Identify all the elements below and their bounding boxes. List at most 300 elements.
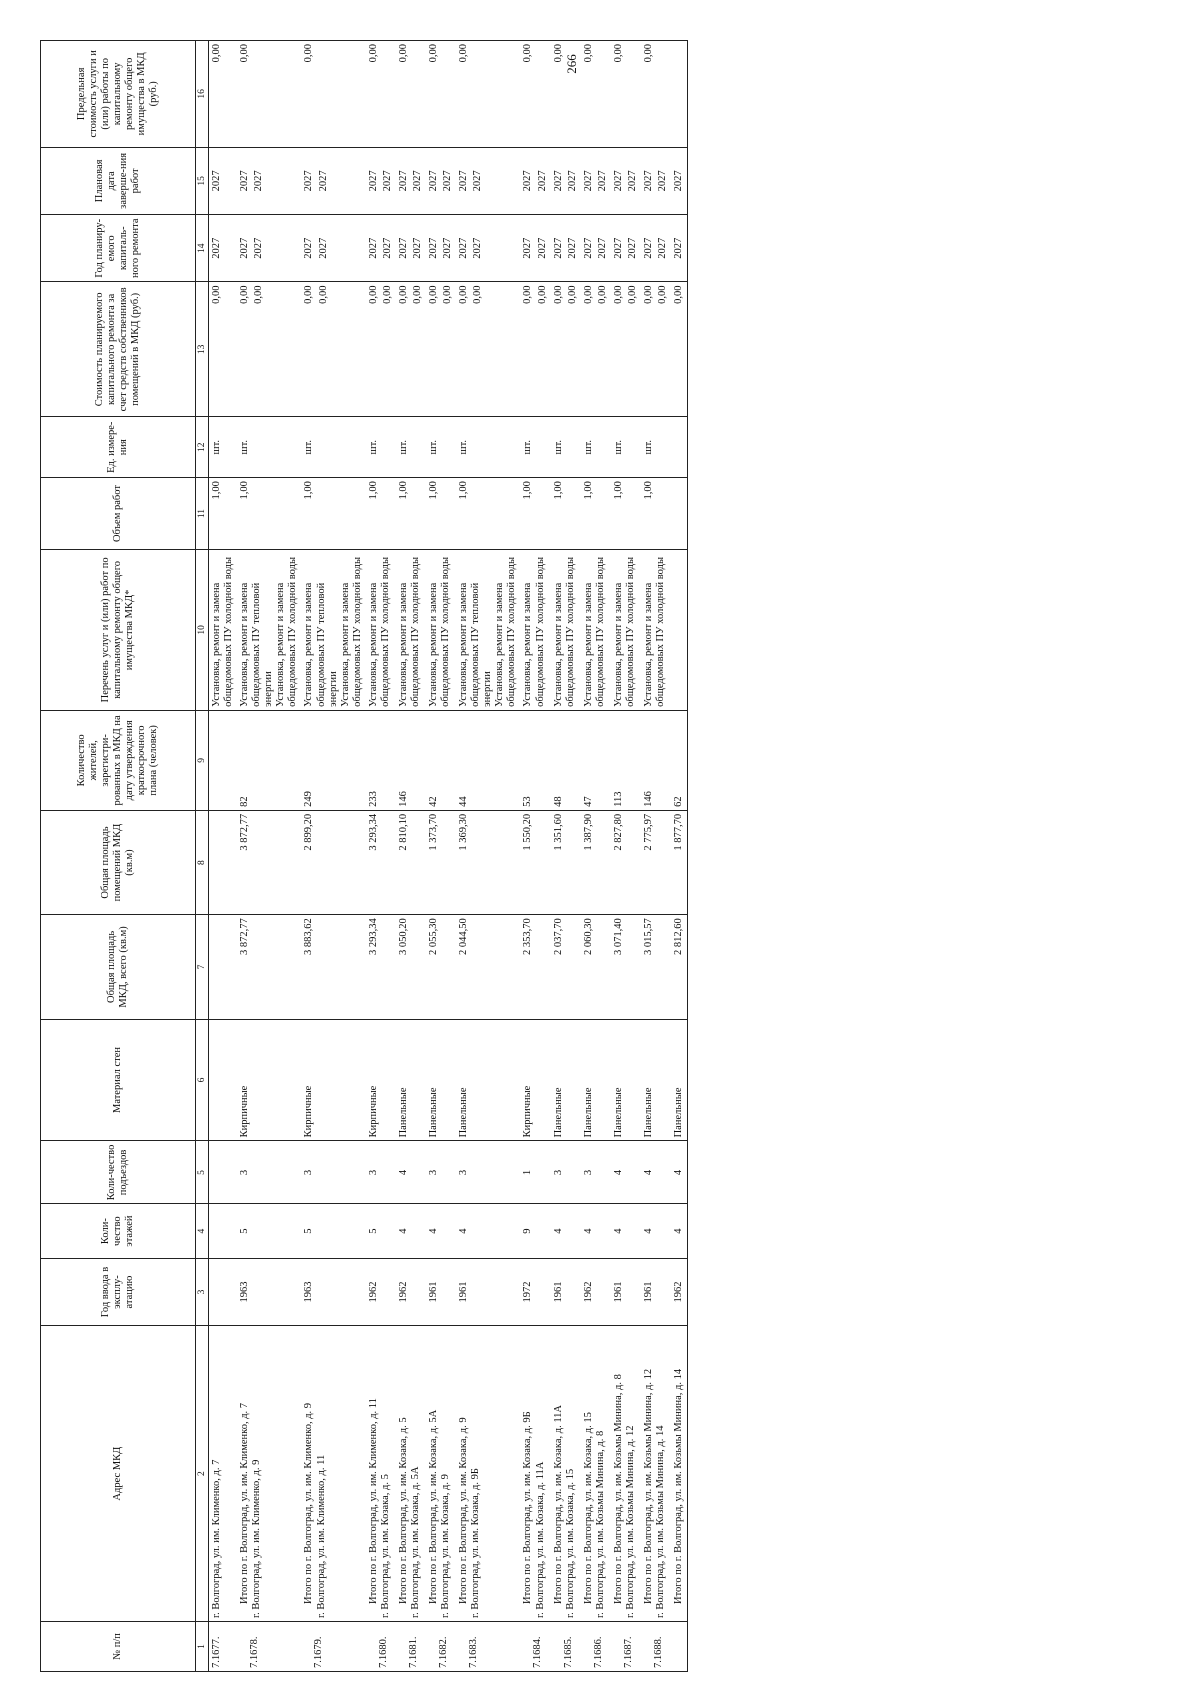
entrances: 3: [456, 1141, 520, 1204]
cost: 0,00: [596, 285, 608, 304]
entrances: [209, 1141, 238, 1204]
work-item: Установка, ремонт и замена общедомовых ПУ холодной воды: [275, 556, 299, 707]
cost-cell: [611, 282, 641, 417]
completion-year: 2027: [582, 170, 594, 192]
limit-cost: 0,00: [209, 41, 238, 148]
completion-year-stack: [428, 151, 454, 211]
work-volume: 1,00: [426, 478, 456, 550]
completion-cell: [641, 147, 671, 214]
work-item: Установка, ремонт и замена общедомовых ПУ холодной воды: [642, 556, 666, 707]
residents: 47: [581, 710, 611, 810]
spacer: [428, 1625, 438, 1668]
works-cell: [209, 549, 238, 710]
residents: 53: [520, 710, 550, 810]
entrances: 3: [581, 1141, 611, 1204]
total-area: 3 872,77: [237, 915, 301, 1019]
works-cell: [671, 549, 688, 710]
header-cell-2: Адрес МКД: [41, 1326, 196, 1622]
capital-repair-table: [40, 40, 688, 1672]
residents: 113: [611, 710, 641, 810]
limit-cost: [671, 41, 688, 148]
completion-year: 2027: [428, 170, 439, 192]
unit: [671, 417, 688, 478]
limit-cost: 0,00: [426, 41, 456, 148]
column-number-13: 13: [196, 282, 209, 417]
works-list: [428, 553, 452, 707]
cost: 0,00: [303, 285, 315, 304]
completion-year: 2027: [411, 170, 423, 192]
table-row: [301, 41, 365, 1672]
page-number: 266: [563, 54, 579, 74]
cost-stack: [583, 285, 609, 413]
completion-cell: [581, 147, 611, 214]
wall-material: Панельные: [671, 1019, 688, 1141]
plan-year: 2027: [367, 237, 379, 259]
work-item: Установка, ремонт и замена общедомовых ПУ холодной воды: [612, 556, 636, 707]
completion-year: 2027: [642, 170, 654, 192]
plan-year-stack: [303, 218, 329, 278]
total-area: 2 037,70: [551, 915, 581, 1019]
unit: шт.: [456, 417, 520, 478]
completion-year: 2027: [458, 170, 470, 192]
header-cell-9: Количество жителей, зарегистри-рованных в МКД на дату утверждения краткосрочного плана (человек): [41, 710, 196, 810]
works-list: [583, 553, 607, 707]
header-cell-1: № п/п: [41, 1621, 196, 1671]
works-cell: [301, 549, 365, 710]
work-item: Установка, ремонт и замена общедомовых ПУ холодной воды: [494, 556, 518, 707]
works-list: [303, 553, 363, 707]
column-number-16: 16: [196, 41, 209, 148]
column-number-11: 11: [196, 478, 209, 550]
spacer: [583, 1625, 593, 1668]
row-number: 7.1683.: [468, 1636, 480, 1668]
header-cell-3: Год ввода в эксплу-атацию: [41, 1258, 196, 1325]
completion-year-stack: [553, 151, 579, 211]
unit: шт.: [520, 417, 550, 478]
cost: 0,00: [458, 285, 470, 304]
completion-year: 2027: [253, 170, 265, 192]
plan-year-stack: [522, 218, 548, 278]
header-cell-14: Год планиру-емого капиталь-ного ремонта: [41, 215, 196, 282]
column-number-1: 1: [196, 1621, 209, 1671]
completion-year: 2027: [303, 170, 315, 192]
table-row: [209, 41, 238, 1672]
column-number-15: 15: [196, 147, 209, 214]
cost: 0,00: [381, 285, 393, 304]
header-cell-13: Стоимость планируемого капитального ремонта за счет средств собственников помещений в МКД (руб.): [41, 282, 196, 417]
spacer: [613, 1625, 623, 1668]
plan-year: 2027: [582, 237, 594, 259]
cost-stack: [553, 285, 579, 413]
plan-year: 2027: [211, 237, 222, 259]
address: г. Волгоград, ул. им. Козьмы Минина, д. 14: [655, 1425, 666, 1618]
plan-year: 2027: [522, 237, 534, 259]
works-list: [458, 553, 518, 707]
work-volume: 1,00: [581, 478, 611, 550]
plan-year-cell: [456, 215, 520, 282]
completion-cell: [237, 147, 301, 214]
header-row: [41, 41, 196, 1672]
completion-year: 2027: [626, 170, 638, 192]
row-number: 7.1688.: [652, 1636, 664, 1668]
limit-cost: 0,00: [581, 41, 611, 148]
completion-year-stack: [522, 151, 548, 211]
unit: шт.: [301, 417, 365, 478]
premises-area: 1 387,90: [581, 810, 611, 914]
completion-year: 2027: [472, 170, 484, 192]
plan-year: 2027: [671, 215, 688, 282]
floors: 5: [301, 1204, 365, 1258]
premises-area: 3 293,34: [366, 810, 396, 914]
completion-year: 2027: [317, 170, 329, 192]
cost: 0,00: [626, 285, 638, 304]
work-item: Установка, ремонт и замена общедомовых ПУ холодной воды: [522, 556, 546, 707]
year-built: 1961: [641, 1258, 671, 1325]
wall-material: Панельные: [396, 1019, 426, 1141]
residents: 62: [671, 710, 688, 810]
plan-year: 2027: [428, 237, 439, 259]
premises-area: 3 872,77: [237, 810, 301, 914]
header-cell-11: Объем работ: [41, 478, 196, 550]
plan-year: 2027: [566, 237, 578, 259]
cost: 0,00: [317, 285, 329, 304]
limit-cost: 0,00: [456, 41, 520, 148]
works-list: [398, 553, 422, 707]
table-row: [366, 41, 396, 1672]
works-list: [613, 553, 637, 707]
year-built: 1962: [396, 1258, 426, 1325]
spacer: [522, 1625, 532, 1668]
address-cell: [641, 1326, 671, 1622]
plan-year: 2027: [626, 237, 638, 259]
unit: шт.: [237, 417, 301, 478]
address-cell: [366, 1326, 396, 1622]
address: г. Волгоград, ул. им. Козьмы Минина, д. 8: [594, 1430, 606, 1618]
work-item: Установка, ремонт и замена общедомовых ПУ холодной воды: [339, 556, 363, 707]
plan-year: 2027: [472, 237, 484, 259]
wall-material: Панельные: [456, 1019, 520, 1141]
address: г. Волгоград, ул. им. Козака, д. 5А: [409, 1466, 421, 1618]
plan-year-stack: [613, 218, 639, 278]
entrances: 3: [366, 1141, 396, 1204]
cost: 0,00: [428, 285, 439, 304]
cost: 0,00: [239, 285, 251, 304]
year-built: 1962: [581, 1258, 611, 1325]
work-item: Установка, ремонт и замена общедомовых ПУ холодной воды: [367, 556, 391, 707]
wall-material: Панельные: [641, 1019, 671, 1141]
address-cell: [237, 1326, 301, 1622]
works-cell: [426, 549, 456, 710]
work-item: Установка, ремонт и замена общедомовых ПУ тепловой энергии: [239, 582, 275, 707]
column-number-2: 2: [196, 1326, 209, 1622]
address: г. Волгоград, ул. им. Клименко, д. 9: [251, 1459, 263, 1618]
total-area: 2 812,60: [671, 915, 688, 1019]
column-number-row: [196, 41, 209, 1672]
cost: 0,00: [442, 285, 454, 304]
floors: 4: [581, 1204, 611, 1258]
cost: 0,00: [367, 285, 379, 304]
spacer: [398, 1625, 408, 1668]
completion-year-stack: [583, 151, 609, 211]
residents: [209, 710, 238, 810]
table-row: [396, 41, 426, 1672]
table-row: [611, 41, 641, 1672]
floors: 4: [641, 1204, 671, 1258]
wall-material: Панельные: [551, 1019, 581, 1141]
plan-year-cell: [396, 215, 426, 282]
total-label: Итого по г. Волгоград, ул. им. Козака, д. 5А: [428, 1409, 439, 1604]
plan-year-cell: [366, 215, 396, 282]
work-item: Установка, ремонт и замена общедомовых ПУ тепловой энергии: [303, 582, 339, 707]
limit-cost: 0,00: [366, 41, 396, 148]
cost-stack: [522, 285, 548, 413]
works-cell: [396, 549, 426, 710]
plan-year-stack: [211, 218, 223, 278]
works-list: [211, 553, 235, 707]
work-volume: 1,00: [396, 478, 426, 550]
plan-year-stack: [458, 218, 484, 278]
plan-year: 2027: [442, 237, 454, 259]
rotated-table-wrapper: [40, 40, 1160, 1672]
floors: 4: [396, 1204, 426, 1258]
row-number-cell: [396, 1621, 426, 1671]
wall-material: Панельные: [426, 1019, 456, 1141]
plan-year: 2027: [612, 237, 624, 259]
floors: 4: [456, 1204, 520, 1258]
total-area: 2 055,30: [426, 915, 456, 1019]
plan-year-stack: [368, 218, 394, 278]
cost-cell: [520, 282, 550, 417]
plan-year-cell: [301, 215, 365, 282]
address: г. Волгоград, ул. им. Козьмы Минина, д. 12: [624, 1425, 636, 1618]
plan-year-cell: [426, 215, 456, 282]
work-volume: [671, 478, 688, 550]
row-number: 7.1682.: [438, 1636, 449, 1668]
completion-year: 2027: [612, 170, 624, 192]
works-cell: [641, 549, 671, 710]
works-cell: [456, 549, 520, 710]
plan-year: 2027: [458, 237, 470, 259]
works-cell: [551, 549, 581, 710]
unit: шт.: [551, 417, 581, 478]
completion-year: 2027: [657, 170, 668, 192]
completion-year-stack: [303, 151, 329, 211]
plan-year: 2027: [596, 237, 608, 259]
row-number: 7.1687.: [622, 1636, 634, 1668]
table-row: [551, 41, 581, 1672]
cost: 0,00: [472, 285, 484, 304]
total-area: 2 044,50: [456, 915, 520, 1019]
completion-year: 2027: [397, 170, 409, 192]
row-number: 7.1679.: [313, 1636, 325, 1668]
plan-year-cell: [209, 215, 238, 282]
completion-year-stack: [398, 151, 424, 211]
floors: 4: [611, 1204, 641, 1258]
total-label: Итого по г. Волгоград, ул. им. Козака, д. 9Б: [522, 1411, 534, 1604]
limit-cost: 0,00: [641, 41, 671, 148]
works-list: [239, 553, 299, 707]
cost-stack: [398, 285, 424, 413]
unit: шт.: [426, 417, 456, 478]
wall-material: Кирпичные: [366, 1019, 396, 1141]
residents: 146: [641, 710, 671, 810]
floors: 5: [366, 1204, 396, 1258]
premises-area: 1 550,20: [520, 810, 550, 914]
cost: 0,00: [671, 282, 688, 417]
cost-stack: [211, 285, 223, 413]
work-item: Установка, ремонт и замена общедомовых ПУ тепловой энергии: [458, 582, 494, 707]
work-item: Установка, ремонт и замена общедомовых ПУ холодной воды: [211, 556, 235, 707]
entrances: 3: [237, 1141, 301, 1204]
cost-cell: [426, 282, 456, 417]
unit: шт.: [366, 417, 396, 478]
premises-area: 2 810,10: [396, 810, 426, 914]
cost-cell: [641, 282, 671, 417]
cost: 0,00: [522, 285, 534, 304]
table-row: [426, 41, 456, 1672]
year-built: 1961: [551, 1258, 581, 1325]
unit: шт.: [611, 417, 641, 478]
work-item: Установка, ремонт и замена общедомовых ПУ холодной воды: [428, 556, 452, 707]
row-number: 7.1677.: [211, 1636, 222, 1668]
row-number-cell: [641, 1621, 671, 1671]
entrances: 4: [396, 1141, 426, 1204]
table-body: [209, 41, 688, 1672]
completion-year-stack: [643, 151, 669, 211]
plan-year: 2027: [411, 237, 423, 259]
cost-cell: [581, 282, 611, 417]
address-cell: [301, 1326, 365, 1622]
row-number: 7.1680.: [377, 1636, 389, 1668]
limit-cost: 0,00: [520, 41, 550, 148]
completion-year-stack: [211, 151, 223, 211]
plan-year-stack: [553, 218, 579, 278]
work-item: Установка, ремонт и замена общедомовых ПУ холодной воды: [552, 556, 576, 707]
row-number-cell: [671, 1621, 688, 1671]
total-label: Итого по г. Волгоград, ул. им. Клименко, д. 7: [239, 1402, 251, 1604]
cost-stack: [239, 285, 265, 413]
row-number-cell: [551, 1621, 581, 1671]
address-cell: [426, 1326, 456, 1622]
column-number-8: 8: [196, 810, 209, 914]
cost-cell: [237, 282, 301, 417]
total-area: 2 353,70: [520, 915, 550, 1019]
work-item: Установка, ремонт и замена общедомовых ПУ холодной воды: [397, 556, 421, 707]
cost-stack: [368, 285, 394, 413]
year-built: [209, 1258, 238, 1325]
address: г. Волгоград, ул. им. Козака, д. 9Б: [470, 1468, 482, 1618]
premises-area: 2 775,97: [641, 810, 671, 914]
cost: 0,00: [536, 285, 548, 304]
floors: 5: [237, 1204, 301, 1258]
year-built: 1963: [237, 1258, 301, 1325]
work-volume: 1,00: [301, 478, 365, 550]
completion-cell: [456, 147, 520, 214]
wall-material: [209, 1019, 238, 1141]
column-number-5: 5: [196, 1141, 209, 1204]
plan-year: 2027: [536, 237, 548, 259]
table-row: [520, 41, 550, 1672]
table-row: [456, 41, 520, 1672]
table-row: [581, 41, 611, 1672]
year-built: 1962: [366, 1258, 396, 1325]
header-cell-15: Плановая дата заверше-ния работ: [41, 147, 196, 214]
completion-year: 2027: [367, 170, 379, 192]
completion-cell: [301, 147, 365, 214]
cost: 0,00: [566, 285, 578, 304]
work-volume: 1,00: [551, 478, 581, 550]
total-label: Итого по г. Волгоград, ул. им. Козака, д. 15: [582, 1412, 594, 1604]
total-label: Итого по г. Волгоград, ул. им. Клименко, д. 9: [303, 1402, 315, 1604]
plan-year: 2027: [552, 237, 564, 259]
plan-year: 2027: [657, 237, 668, 259]
plan-year: 2027: [381, 237, 393, 259]
work-volume: 1,00: [520, 478, 550, 550]
works-cell: [520, 549, 550, 710]
unit: шт.: [581, 417, 611, 478]
total-area: 3 071,40: [611, 915, 641, 1019]
row-number-cell: [426, 1621, 456, 1671]
residents: 233: [366, 710, 396, 810]
address: г. Волгоград, ул. им. Козака, д. 15: [564, 1468, 576, 1618]
year-built: 1972: [520, 1258, 550, 1325]
completion-year-stack: [613, 151, 639, 211]
cost-cell: [456, 282, 520, 417]
cost: 0,00: [211, 285, 222, 304]
wall-material: Панельные: [581, 1019, 611, 1141]
address: г. Волгоград, ул. им. Клименко, д. 11: [315, 1454, 327, 1618]
completion-cell: [520, 147, 550, 214]
total-label: Итого по г. Волгоград, ул. им. Козьмы Минина, д. 12: [642, 1368, 654, 1604]
total-label: Итого по г. Волгоград, ул. им. Козака, д. 5: [397, 1417, 409, 1604]
limit-cost: 0,00: [396, 41, 426, 148]
works-cell: [366, 549, 396, 710]
cost: 0,00: [397, 285, 409, 304]
header-cell-12: Ед. измере-ния: [41, 417, 196, 478]
address-cell: [520, 1326, 550, 1622]
plan-year-stack: [643, 218, 669, 278]
completion-cell: [426, 147, 456, 214]
floors: 4: [551, 1204, 581, 1258]
total-label: Итого по г. Волгоград, ул. им. Клименко, д. 11: [367, 1398, 379, 1604]
limit-cost: 0,00: [301, 41, 365, 148]
total-label: Итого по г. Волгоград, ул. им. Козьмы Минина, д. 8: [612, 1374, 624, 1604]
cost-cell: [366, 282, 396, 417]
entrances: 3: [551, 1141, 581, 1204]
row-number-cell: [456, 1621, 520, 1671]
cost-cell: [301, 282, 365, 417]
cost-stack: [303, 285, 329, 413]
completion-year: 2027: [522, 170, 534, 192]
completion-year: 2027: [566, 170, 578, 192]
header-cell-8: Общая площадь помещений МКД (кв.м): [41, 810, 196, 914]
works-list: [643, 553, 667, 707]
work-volume: 1,00: [237, 478, 301, 550]
total-area: 3 293,34: [366, 915, 396, 1019]
floors: 4: [426, 1204, 456, 1258]
plan-year: 2027: [397, 237, 409, 259]
column-number-4: 4: [196, 1204, 209, 1258]
entrances: 3: [301, 1141, 365, 1204]
row-number: 7.1684.: [532, 1636, 544, 1668]
plan-year-cell: [611, 215, 641, 282]
row-number-cell: [301, 1621, 365, 1671]
completion-year-stack: [458, 151, 484, 211]
total-label: Итого по г. Волгоград, ул. им. Козьмы Минина, д. 14: [673, 1368, 685, 1604]
premises-area: 1 369,30: [456, 810, 520, 914]
header-cell-7: Общая площадь МКД, всего (кв.м): [41, 915, 196, 1019]
address: г. Волгоград, ул. им. Козака, д. 11А: [534, 1461, 546, 1618]
